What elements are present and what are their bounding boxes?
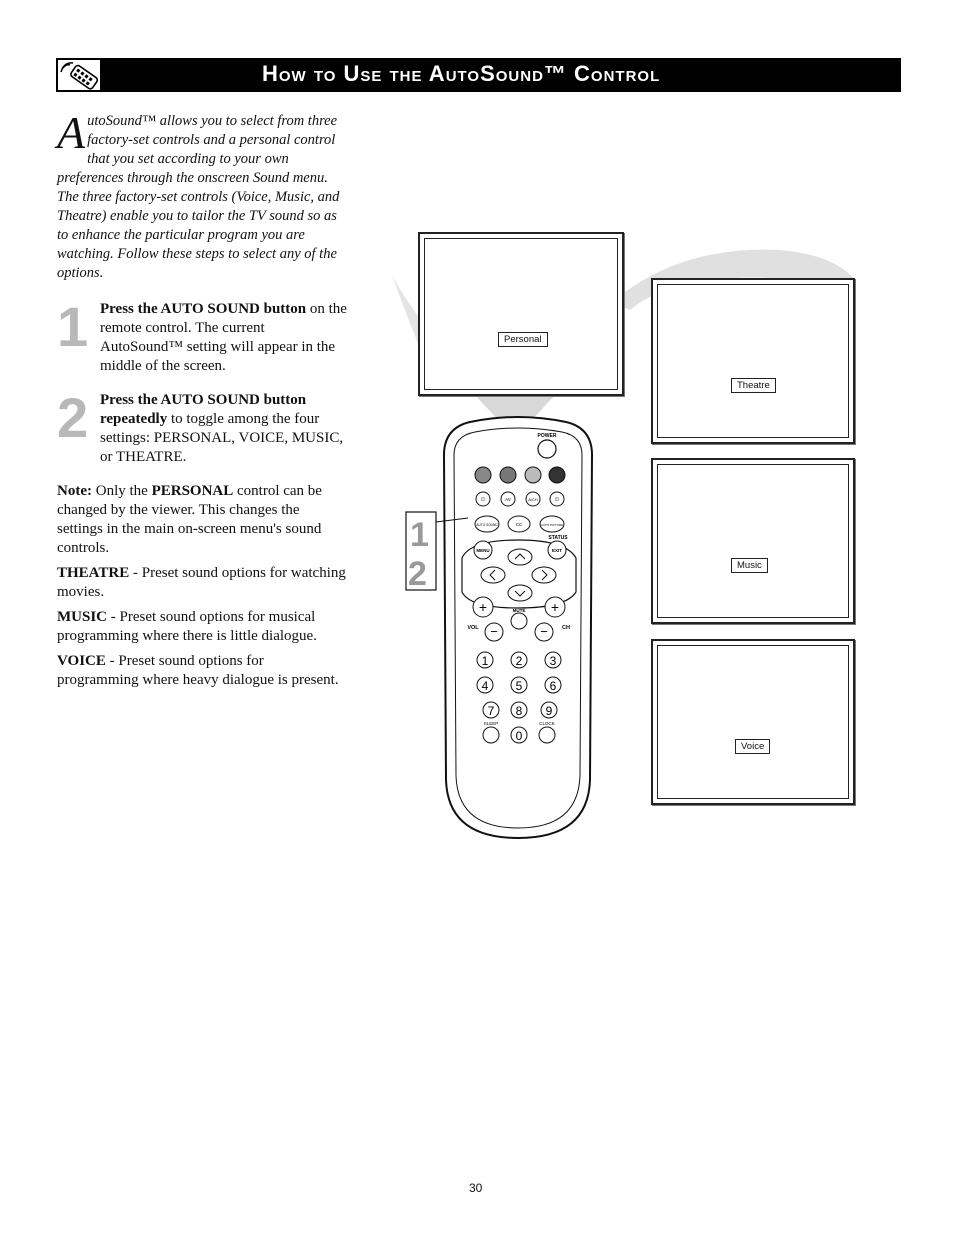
step-text: [100, 300, 350, 376]
intro-paragraph: [57, 107, 351, 283]
tv-screen-voice: [651, 639, 855, 805]
note-paragraph: [57, 482, 349, 558]
av-label: AV: [505, 497, 511, 502]
auto-picture-label: AUTO PICTURE: [540, 523, 564, 527]
screen-label-voice: Voice: [735, 739, 770, 754]
tv-screen-music: [651, 458, 855, 624]
cc-label: CC: [515, 522, 523, 527]
digit-label: 5: [515, 679, 523, 693]
mute-button[interactable]: [511, 613, 527, 629]
tv-screen-theatre: [651, 278, 855, 444]
digit-label: 4: [481, 679, 489, 693]
page-number: 30: [469, 1181, 483, 1195]
step-bold: Press the AUTO SOUND button: [100, 301, 307, 317]
callout-2: 2: [408, 555, 427, 593]
music-paragraph: [57, 608, 349, 646]
intro-text: utoSound™ allows you to select from three factory-set controls and a personal control that you set according to your own preferences through the onscreen Sound menu. The three factory-set controls (Voice, Music, and Theatre) enable you to tailor the TV sound so as to enhance the particular program you are watching. Follow these steps to select any of the options.: [57, 113, 340, 281]
svg-text:☺: ☺: [553, 496, 561, 503]
note-bold: PERSONAL: [151, 483, 234, 499]
exit-label: EXIT: [551, 548, 563, 553]
step-body: to toggle among the four settings: PERSONAL, VOICE, MUSIC, or THEATRE.: [100, 411, 344, 465]
vol-label: VOL: [467, 625, 479, 631]
digit-label: 0: [515, 729, 523, 743]
ach-label: A/CH: [528, 497, 538, 502]
theatre-text: - Preset sound options for watching movies.: [57, 565, 346, 600]
digit-label: 9: [545, 704, 553, 718]
step-bold: Press the AUTO SOUND button repeatedly: [100, 392, 307, 427]
step-number: 1: [57, 295, 89, 358]
svg-text:−: −: [490, 624, 498, 639]
remote-icon: [58, 60, 100, 90]
voice-paragraph: [57, 652, 349, 690]
step-number: 2: [57, 386, 89, 449]
section-header: [56, 58, 901, 92]
note-label: Note:: [57, 483, 92, 499]
theatre-label: THEATRE: [57, 565, 130, 581]
voice-label: VOICE: [57, 653, 106, 669]
voice-text: - Preset sound options for programming where heavy dialogue is present.: [57, 653, 339, 688]
note-text: Only the: [91, 483, 152, 499]
screen-label-personal: Personal: [498, 332, 548, 347]
status-label: STATUS: [548, 535, 568, 541]
down-button[interactable]: [508, 585, 532, 601]
digit-label: 1: [481, 654, 489, 668]
right-button[interactable]: [532, 567, 556, 583]
green-button[interactable]: [500, 467, 516, 483]
digit-label: 7: [487, 704, 495, 718]
blue-button[interactable]: [549, 467, 565, 483]
digit-label: 8: [515, 704, 523, 718]
clock-button[interactable]: [539, 727, 555, 743]
screen-label-theatre: Theatre: [731, 378, 776, 393]
red-button[interactable]: [475, 467, 491, 483]
svg-text:+: +: [550, 599, 560, 615]
digit-label: 6: [549, 679, 557, 693]
power-label: POWER: [537, 433, 557, 439]
yellow-button[interactable]: [525, 467, 541, 483]
step-text: [100, 391, 350, 467]
menu-label: MENU: [476, 548, 490, 553]
clock-label: CLOCK: [539, 721, 555, 726]
page-title: How to Use the AutoSound™ Control: [262, 61, 661, 86]
digit-label: 2: [515, 654, 523, 668]
svg-text:+: +: [478, 599, 488, 615]
screen-label-music: Music: [731, 558, 768, 573]
svg-text:−: −: [540, 624, 548, 639]
notes-block: [57, 482, 349, 696]
left-button[interactable]: [481, 567, 505, 583]
mute-label: MUTE: [512, 608, 526, 613]
sleep-label: SLEEP: [483, 721, 499, 726]
power-button[interactable]: [538, 440, 556, 458]
remote-control-illustration: [380, 240, 610, 845]
note-text: control can be changed by the viewer. This changes the settings in the main on-screen menu's sound controls.: [57, 483, 322, 556]
ch-label: CH: [562, 625, 570, 631]
auto-sound-label: AUTO SOUND: [476, 523, 498, 527]
callout-1: 1: [410, 516, 429, 554]
sleep-button[interactable]: [483, 727, 499, 743]
music-text: - Preset sound options for musical programming where there is little dialogue.: [57, 609, 317, 644]
theatre-paragraph: [57, 564, 349, 602]
music-label: MUSIC: [57, 609, 108, 625]
step-body: on the remote control. The current AutoSound™ setting will appear in the middle of the screen.: [100, 301, 347, 374]
digit-label: 3: [549, 654, 557, 668]
up-button[interactable]: [508, 549, 532, 565]
drop-cap: A: [57, 107, 86, 158]
svg-text:☺: ☺: [479, 496, 487, 503]
